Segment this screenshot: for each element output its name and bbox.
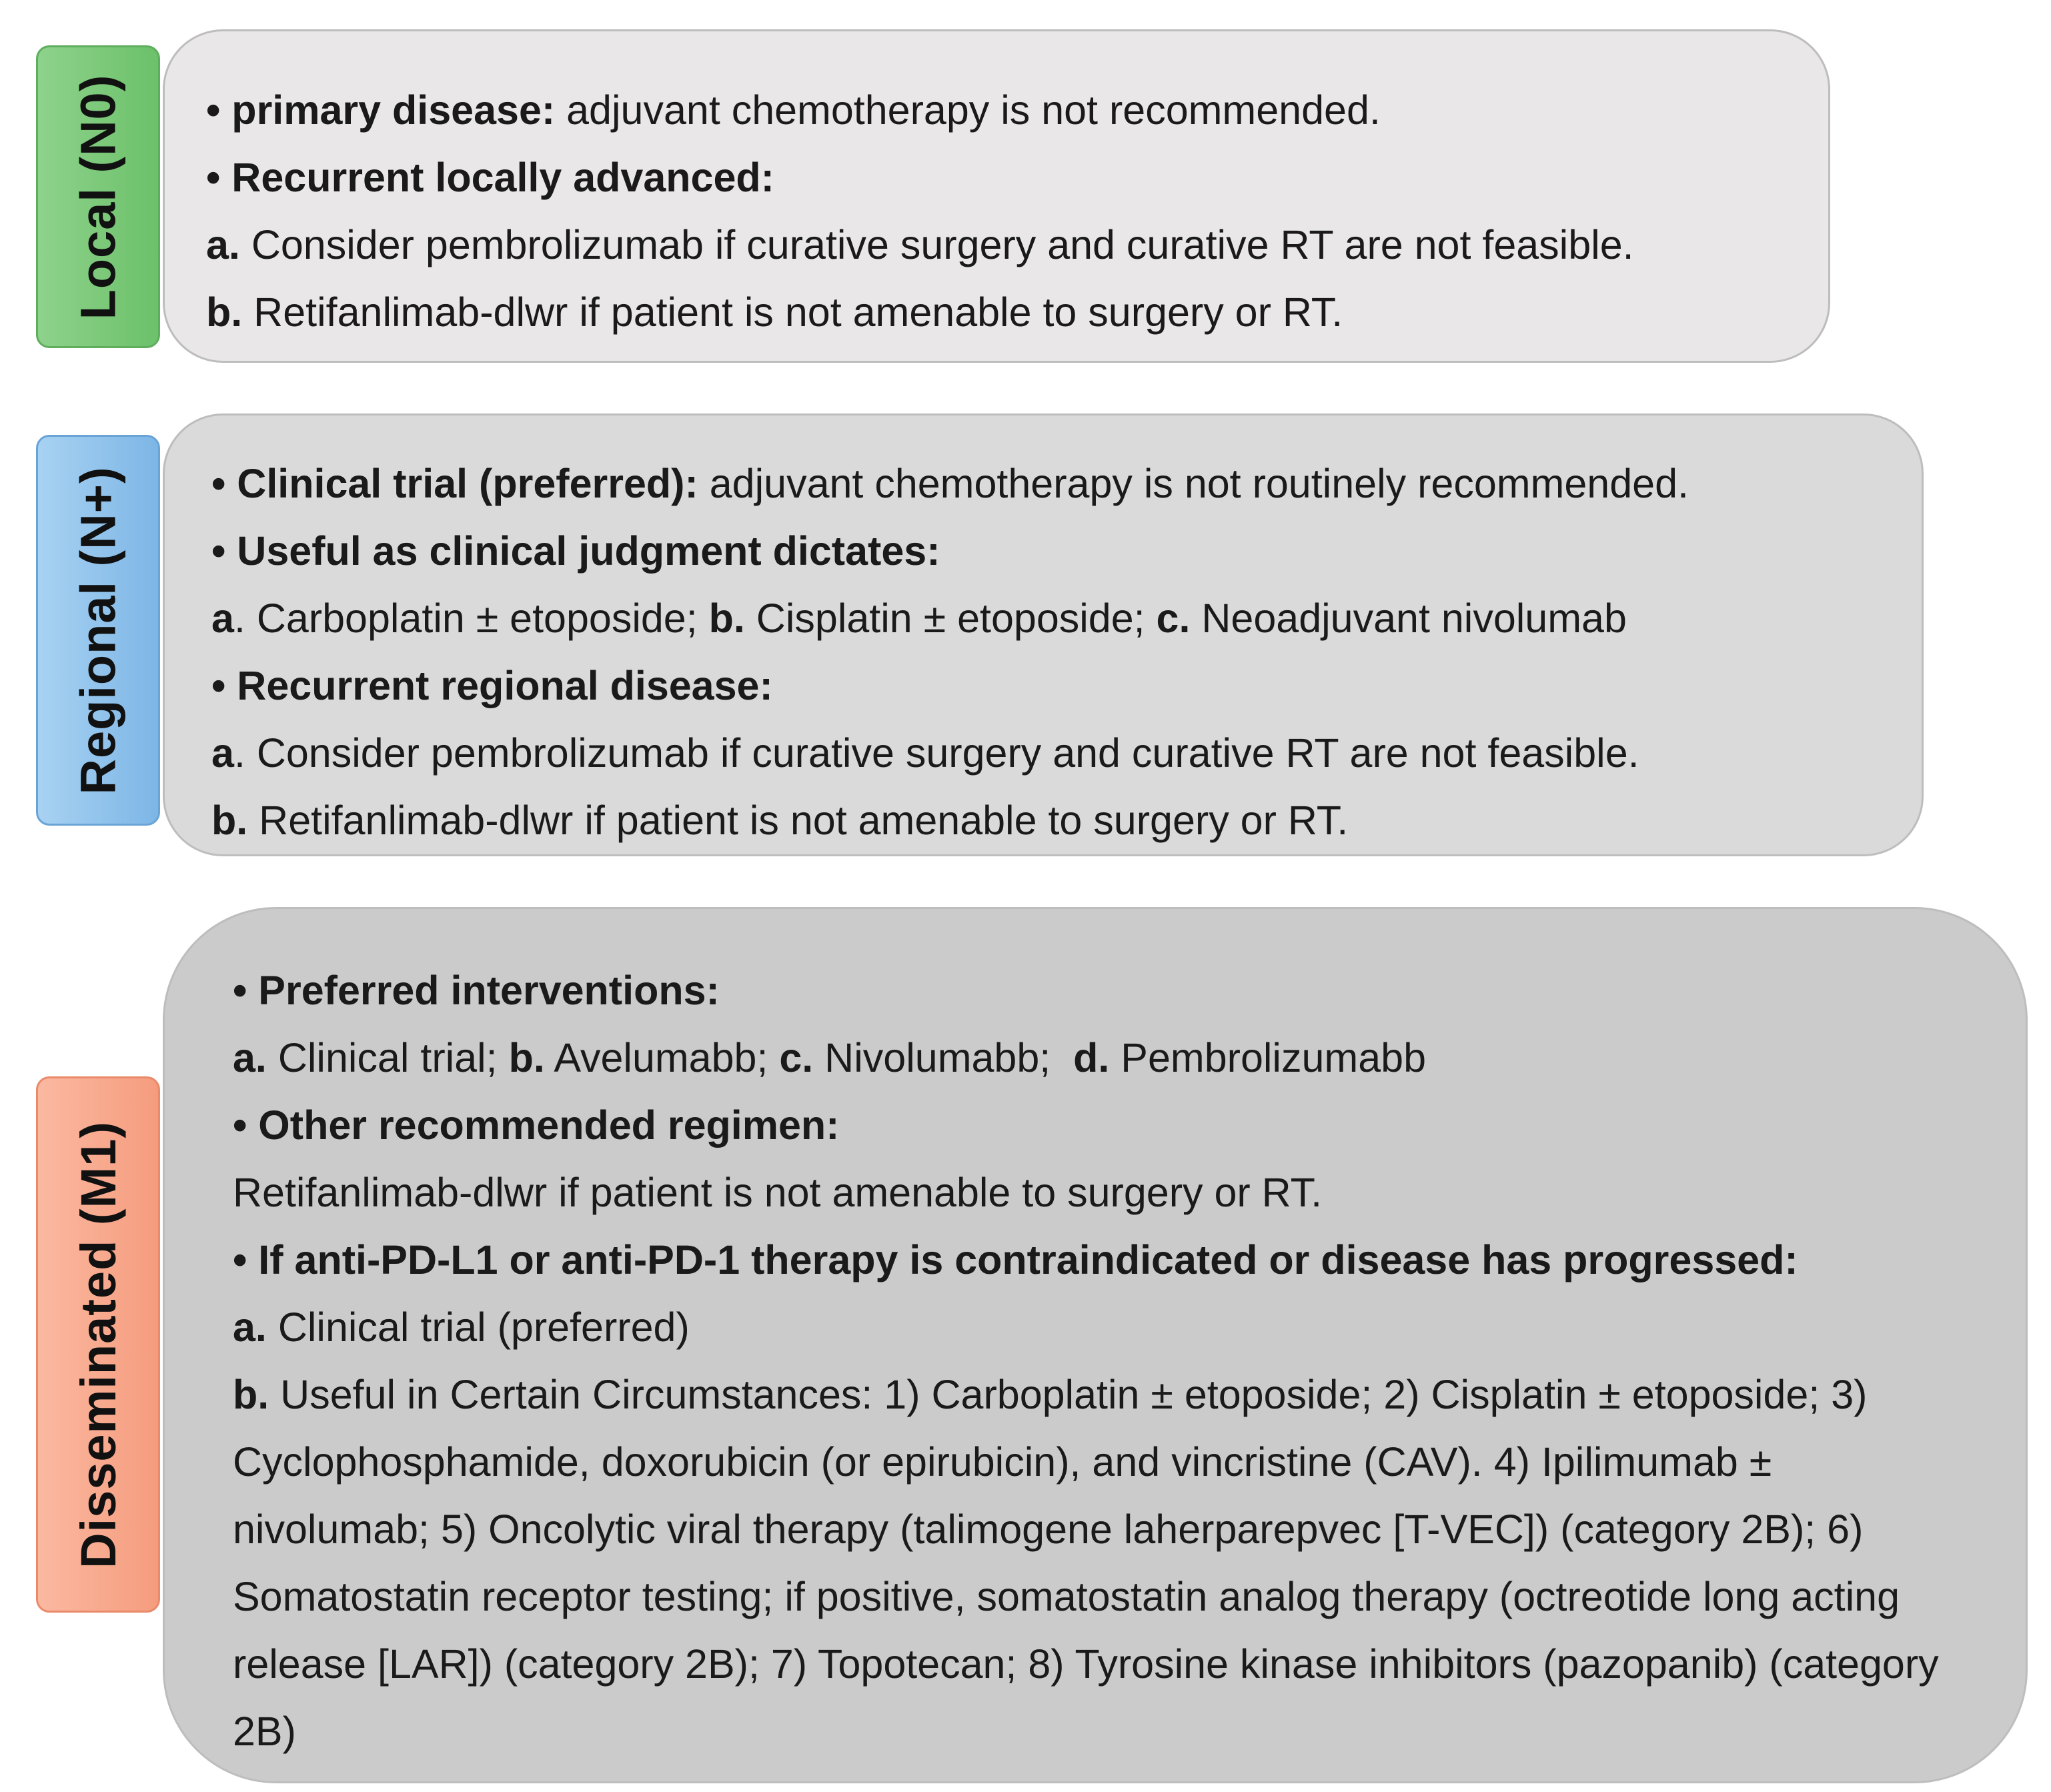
disseminated-stage-tab <box>36 1076 160 1613</box>
regional-stage-panel <box>163 413 1924 856</box>
local-option-a: a. Consider pembrolizumab if curative surgery and curative RT are not feasible. <box>206 222 1634 267</box>
disseminated-other-text: Retifanlimab-dlwr if patient is not amenable to surgery or RT. <box>233 1170 1323 1215</box>
disseminated-preferred-options: a. Clinical trial; b. Avelumabb; c. Nivolumabb; d. Pembrolizumabb <box>233 1035 1426 1080</box>
regional-recurrent-heading: • Recurrent regional disease: <box>211 663 773 708</box>
disseminated-preferred-heading: • Preferred interventions: <box>233 968 720 1013</box>
local-recurrent-heading: • Recurrent locally advanced: <box>206 155 774 200</box>
regional-stage-label: Regional (N+) <box>70 466 126 794</box>
local-primary-label: • primary disease: <box>206 87 556 133</box>
regional-recurrent-a: a. Consider pembrolizumab if curative surgery and curative RT are not feasible. <box>211 730 1639 776</box>
disseminated-other-heading: • Other recommended regimen: <box>233 1102 840 1148</box>
local-stage-tab <box>36 45 160 348</box>
local-stage-label: Local (N0) <box>70 74 126 319</box>
disseminated-contra-a: a. Clinical trial (preferred) <box>233 1304 690 1350</box>
disseminated-contra-b: b. Useful in Certain Circumstances: 1) Carboplatin ± etoposide; 2) Cisplatin ± etoposide; 3) Cyclophosphamide, doxorubicin (or epirubicin), and vincristine (CAV). 4) Ipilimumab ± nivolumab; 5) Oncolytic viral therapy (talimogene laherparepvec [T-VEC]) (category 2B); 6) Somatostatin receptor testing; if positive, somatostatin analog therapy (octreotide long acting release [LAR]) (category 2B); 7) Topotecan; 8) Tyrosine kinase inhibitors (pazopanib) (category 2B) <box>233 1372 1939 1754</box>
regional-recurrent-b: b. Retifanlimab-dlwr if patient is not amenable to surgery or RT. <box>211 798 1349 843</box>
local-stage-panel <box>163 29 1830 363</box>
regional-options-line: a. Carboplatin ± etoposide; b. Cisplatin ± etoposide; c. Neoadjuvant nivolumab <box>211 596 1627 641</box>
regional-useful-heading: • Useful as clinical judgment dictates: <box>211 528 940 574</box>
local-primary-text: adjuvant chemotherapy is not recommended. <box>555 87 1381 133</box>
local-option-b: b. Retifanlimab-dlwr if patient is not amenable to surgery or RT. <box>206 289 1343 335</box>
local-primary-line <box>206 77 1828 144</box>
regional-trial-line: • Clinical trial (preferred): adjuvant chemotherapy is not routinely recommended. <box>211 461 1689 506</box>
disseminated-stage-panel <box>163 907 2028 1783</box>
disseminated-contraindicated-heading: • If anti-PD-L1 or anti-PD-1 therapy is contraindicated or disease has progressed: <box>233 1237 1798 1282</box>
regional-stage-tab <box>36 435 160 826</box>
disseminated-stage-label: Disseminated (M1) <box>70 1120 126 1569</box>
